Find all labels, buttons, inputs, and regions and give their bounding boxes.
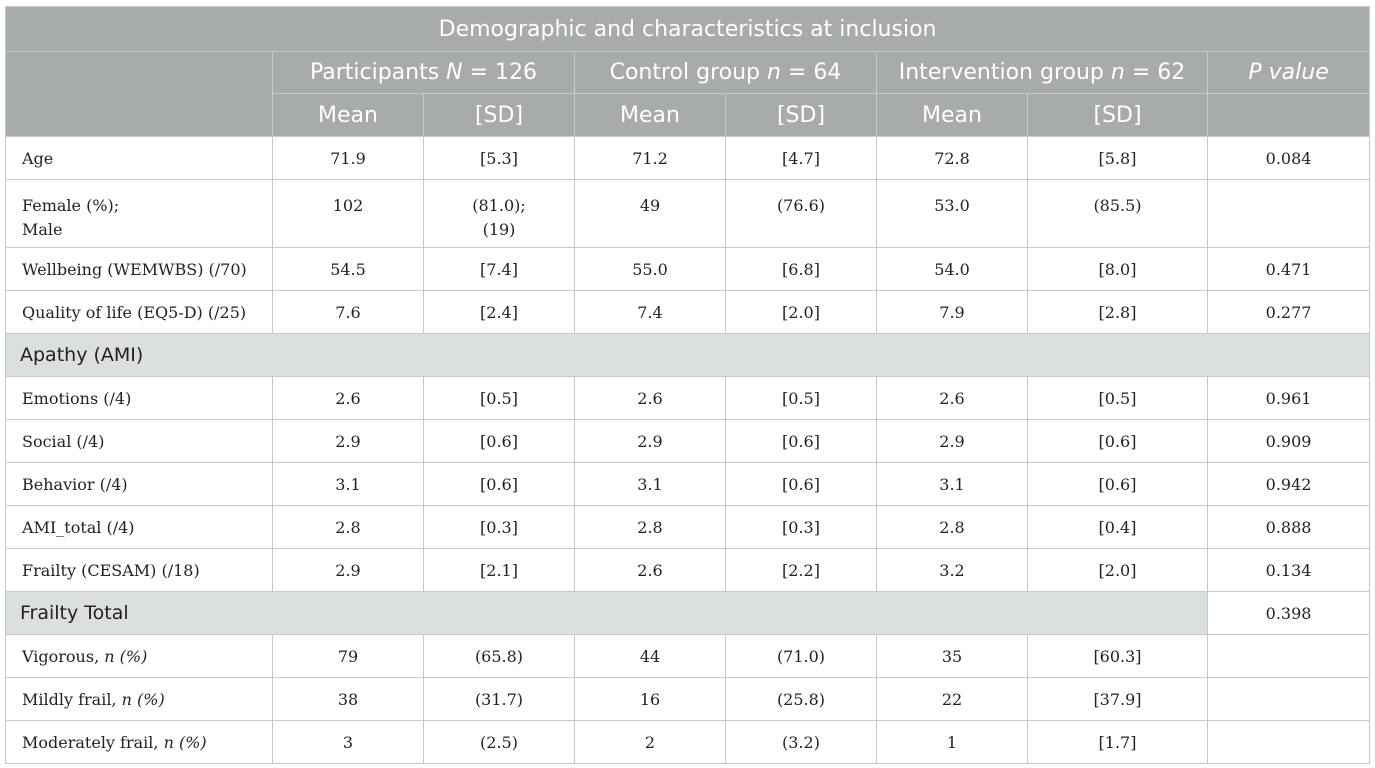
cell: [2.4]	[424, 291, 575, 334]
cell: (25.8)	[726, 678, 877, 721]
p-value-cell: 0.942	[1208, 463, 1370, 506]
cell: (65.8)	[424, 635, 575, 678]
cell: [4.7]	[726, 137, 877, 180]
cell: [2.2]	[726, 549, 877, 592]
mean-header: Mean	[877, 94, 1028, 137]
row-label: Social (/4)	[6, 420, 273, 463]
row-label: Emotions (/4)	[6, 377, 273, 420]
cell: [0.6]	[424, 463, 575, 506]
p-value-header: P value	[1208, 52, 1370, 94]
cell: 55.0	[575, 248, 726, 291]
cell: [1.7]	[1028, 721, 1208, 764]
cell: 71.2	[575, 137, 726, 180]
cell: [2.0]	[1028, 549, 1208, 592]
cell: (31.7)	[424, 678, 575, 721]
section-label: Apathy (AMI)	[6, 334, 1370, 377]
table-row	[6, 420, 1370, 463]
cell: 3.2	[877, 549, 1028, 592]
p-value-cell	[1208, 635, 1370, 678]
cell: [8.0]	[1028, 248, 1208, 291]
cell: [0.5]	[1028, 377, 1208, 420]
intervention-group-header: Intervention group n = 62	[877, 52, 1208, 94]
control-group-header: Control group n = 64	[575, 52, 877, 94]
cell: [2.8]	[1028, 291, 1208, 334]
p-value-cell: 0.277	[1208, 291, 1370, 334]
cell: [7.4]	[424, 248, 575, 291]
table-row	[6, 635, 1370, 678]
cell: 7.4	[575, 291, 726, 334]
cell: 1	[877, 721, 1028, 764]
section-row	[6, 334, 1370, 377]
cell: 35	[877, 635, 1028, 678]
label-header	[6, 52, 273, 137]
cell: 2.6	[877, 377, 1028, 420]
section-label: Frailty Total	[6, 592, 1208, 635]
table-row	[6, 506, 1370, 549]
cell: 53.0	[877, 180, 1028, 248]
cell: 2.9	[273, 420, 424, 463]
cell: 16	[575, 678, 726, 721]
row-label: Frailty (CESAM) (/18)	[6, 549, 273, 592]
table-row	[6, 180, 1370, 248]
row-label: Quality of life (EQ5-D) (/25)	[6, 291, 273, 334]
cell: 2.6	[273, 377, 424, 420]
characteristics-table	[5, 6, 1370, 764]
row-label: Moderately frail, n (%)	[6, 721, 273, 764]
row-label: Wellbeing (WEMWBS) (/70)	[6, 248, 273, 291]
p-value-cell	[1208, 180, 1370, 248]
row-label: AMI_total (/4)	[6, 506, 273, 549]
table-row	[6, 721, 1370, 764]
cell: 49	[575, 180, 726, 248]
row-label: Vigorous, n (%)	[6, 635, 273, 678]
cell: 2.9	[877, 420, 1028, 463]
cell: [5.8]	[1028, 137, 1208, 180]
cell: 7.6	[273, 291, 424, 334]
cell: [6.8]	[726, 248, 877, 291]
cell: (71.0)	[726, 635, 877, 678]
cell: 2.8	[575, 506, 726, 549]
row-label: Mildly frail, n (%)	[6, 678, 273, 721]
table-row	[6, 549, 1370, 592]
table-row	[6, 248, 1370, 291]
cell: 3.1	[273, 463, 424, 506]
cell: 71.9	[273, 137, 424, 180]
cell: (85.5)	[1028, 180, 1208, 248]
cell: 3.1	[877, 463, 1028, 506]
row-label: Behavior (/4)	[6, 463, 273, 506]
cell: [0.6]	[1028, 420, 1208, 463]
cell: (3.2)	[726, 721, 877, 764]
mean-header: Mean	[273, 94, 424, 137]
cell: 3	[273, 721, 424, 764]
table-row	[6, 137, 1370, 180]
cell: 3.1	[575, 463, 726, 506]
sd-header: [SD]	[1028, 94, 1208, 137]
cell: [60.3]	[1028, 635, 1208, 678]
cell: 2.8	[877, 506, 1028, 549]
cell: [0.6]	[424, 420, 575, 463]
p-value-cell	[1208, 678, 1370, 721]
cell: 2.6	[575, 549, 726, 592]
p-value-cell: 0.909	[1208, 420, 1370, 463]
table-title: Demographic and characteristics at inclusion	[6, 7, 1370, 52]
cell: [0.6]	[726, 463, 877, 506]
row-label: Age	[6, 137, 273, 180]
sd-header: [SD]	[424, 94, 575, 137]
cell: 38	[273, 678, 424, 721]
cell: [0.5]	[726, 377, 877, 420]
cell: [5.3]	[424, 137, 575, 180]
cell: 2.8	[273, 506, 424, 549]
table-row	[6, 377, 1370, 420]
cell: (2.5)	[424, 721, 575, 764]
cell: [0.3]	[424, 506, 575, 549]
p-value-cell: 0.084	[1208, 137, 1370, 180]
cell: 2.6	[575, 377, 726, 420]
table-row	[6, 678, 1370, 721]
p-value-cell: 0.134	[1208, 549, 1370, 592]
cell: 2	[575, 721, 726, 764]
cell: [0.5]	[424, 377, 575, 420]
p-value-cell	[1208, 721, 1370, 764]
cell: [2.0]	[726, 291, 877, 334]
cell: (81.0); (19)	[424, 180, 575, 248]
cell: 72.8	[877, 137, 1028, 180]
section-row	[6, 592, 1370, 635]
cell: [0.4]	[1028, 506, 1208, 549]
cell: 54.5	[273, 248, 424, 291]
cell: [2.1]	[424, 549, 575, 592]
cell: [0.6]	[1028, 463, 1208, 506]
cell: 102	[273, 180, 424, 248]
cell: [0.6]	[726, 420, 877, 463]
p-value-cell: 0.961	[1208, 377, 1370, 420]
mean-header: Mean	[575, 94, 726, 137]
cell: [37.9]	[1028, 678, 1208, 721]
cell: (76.6)	[726, 180, 877, 248]
p-value-subheader	[1208, 94, 1370, 137]
sd-header: [SD]	[726, 94, 877, 137]
cell: 7.9	[877, 291, 1028, 334]
row-label: Female (%); Male	[6, 180, 273, 248]
cell: 2.9	[273, 549, 424, 592]
cell: 44	[575, 635, 726, 678]
p-value-cell: 0.398	[1208, 592, 1370, 635]
table-row	[6, 463, 1370, 506]
p-value-cell: 0.888	[1208, 506, 1370, 549]
cell: 79	[273, 635, 424, 678]
cell: 22	[877, 678, 1028, 721]
cell: [0.3]	[726, 506, 877, 549]
table-row	[6, 291, 1370, 334]
p-value-cell: 0.471	[1208, 248, 1370, 291]
participants-header: Participants N = 126	[273, 52, 575, 94]
cell: 54.0	[877, 248, 1028, 291]
cell: 2.9	[575, 420, 726, 463]
